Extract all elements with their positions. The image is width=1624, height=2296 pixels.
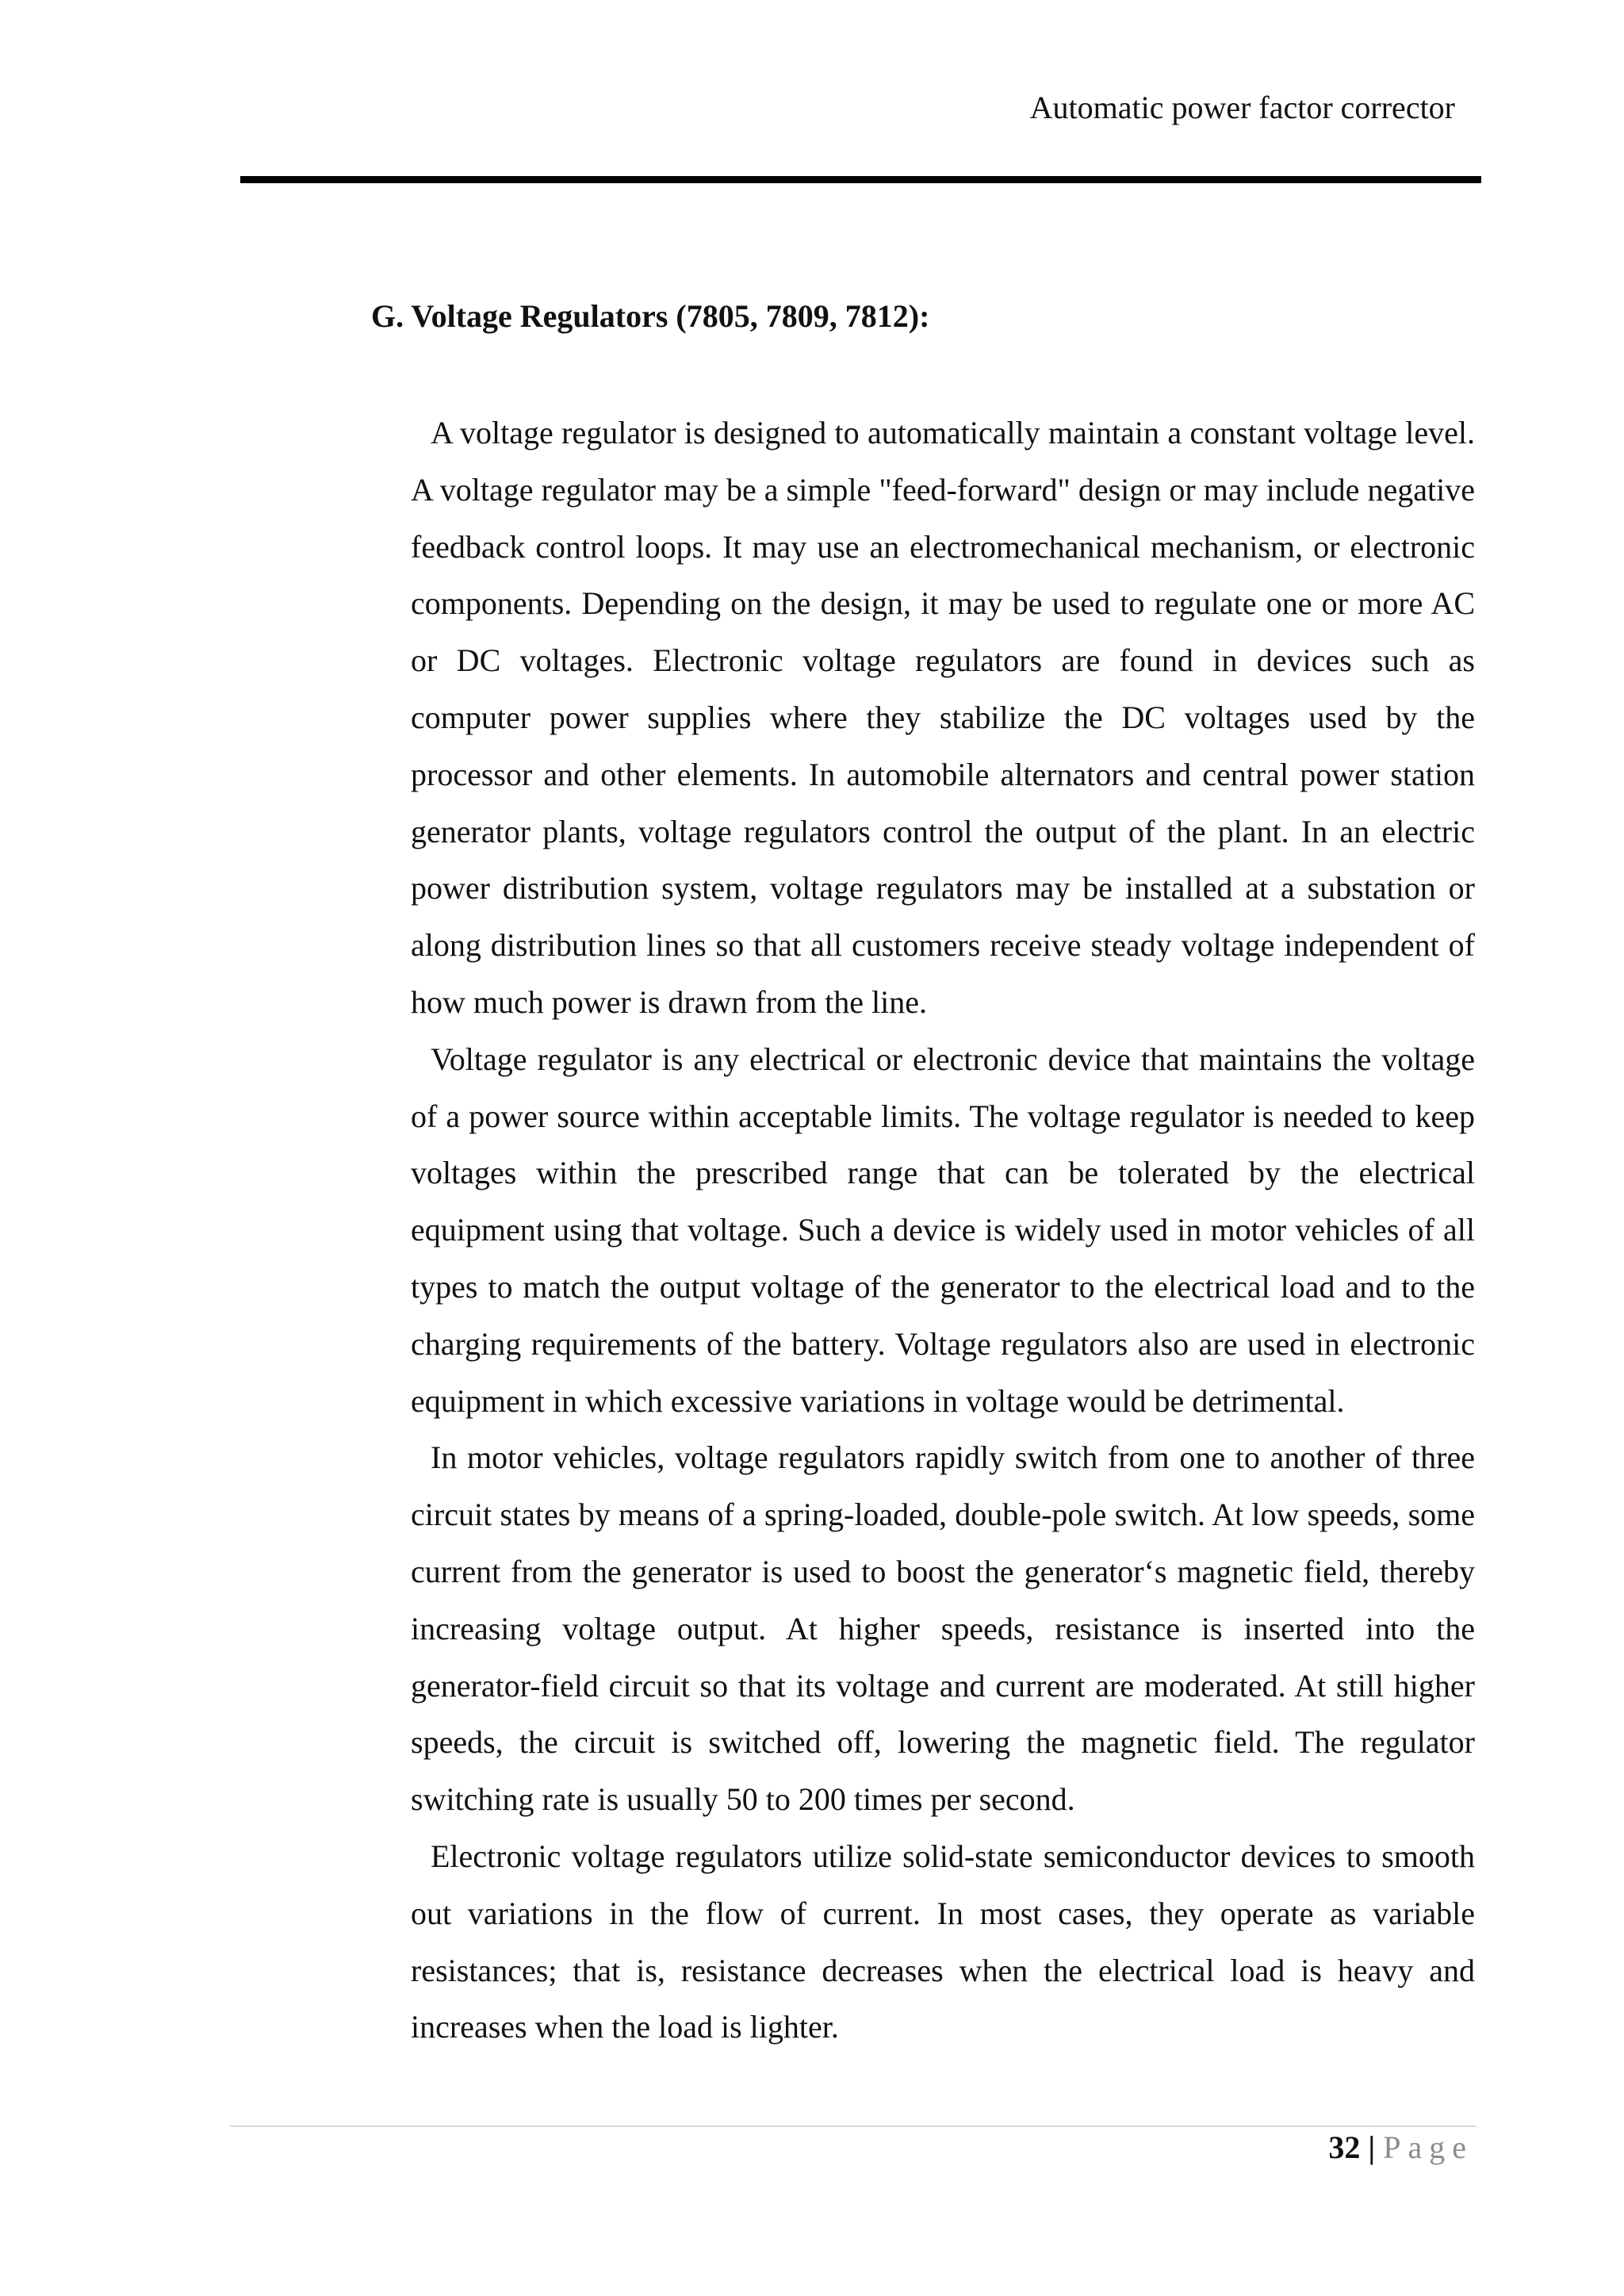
footer-divider <box>230 2125 1477 2127</box>
paragraph: A voltage regulator is designed to automatically maintain a constant voltage level. A voltage regulator may be a simple "feed-forward" design or may include negative feedback control loops. It may use an electromechanical mechanism, or electronic components. Depending on the design, it may be used to regulate one or more AC or DC voltages. Electronic voltage regulators are found in devices such as computer power supplies where they stabilize the DC voltages used by the processor and other elements. In automobile alternators and central power station generator plants, voltage regulators control the output of the plant. In an electric power distribution system, voltage regulators may be installed at a substation or along distribution lines so that all customers receive steady voltage independent of how much power is drawn from the line. <box>411 415 1475 1020</box>
page-separator: | <box>1368 2129 1376 2165</box>
header-divider <box>240 176 1481 183</box>
page-footer <box>1328 2129 1473 2167</box>
page-number: 32 <box>1328 2129 1361 2165</box>
page-label: Page <box>1383 2129 1473 2165</box>
section-heading: G. Voltage Regulators (7805, 7809, 7812): <box>371 298 930 334</box>
paragraph: Voltage regulator is any electrical or electronic device that maintains the voltage of a power source within acceptable limits. The voltage regulator is needed to keep voltages within the prescribed range that can be tolerated by the electrical equipment using that voltage. Such a device is widely used in motor vehicles of all types to match the output voltage of the generator to the electrical load and to the charging requirements of the battery. Voltage regulators also are used in electronic equipment in which excessive variations in voltage would be detrimental. <box>411 1041 1475 1419</box>
body-text <box>411 404 1475 2056</box>
paragraph: In motor vehicles, voltage regulators rapidly switch from one to another of three circuit states by means of a spring-loaded, double-pole switch. At low speeds, some current from the generator is used to boost the generator‘s magnetic field, thereby increasing voltage output. At higher speeds, resistance is inserted into the generator-field circuit so that its voltage and current are moderated. At still higher speeds, the circuit is switched off, lowering the magnetic field. The regulator switching rate is usually 50 to 200 times per second. <box>411 1439 1475 1818</box>
paragraph: Electronic voltage regulators utilize solid-state semiconductor devices to smooth out variations in the flow of current. In most cases, they operate as variable resistances; that is, resistance decreases when the electrical load is heavy and increases when the load is lighter. <box>411 1838 1475 2045</box>
running-header-title: Automatic power factor corrector <box>1029 90 1455 125</box>
